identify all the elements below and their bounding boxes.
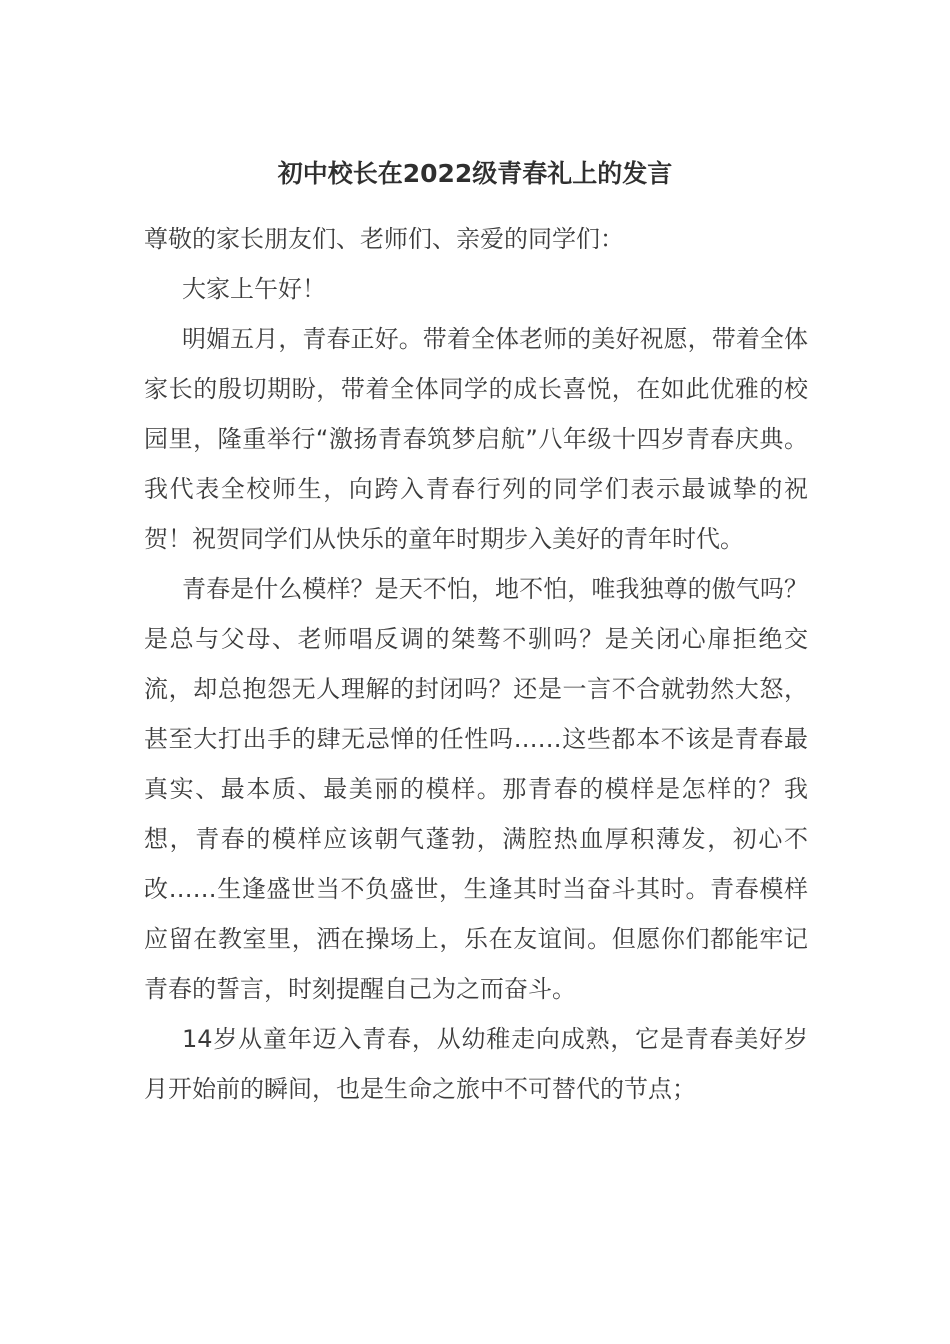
document-body — [144, 214, 808, 1114]
body-paragraph: 青春是什么模样？是天不怕，地不怕，唯我独尊的傲气吗？是总与父母、老师唱反调的桀骜不驯吗？是关闭心扉拒绝交流，却总抱怨无人理解的封闭吗？还是一言不合就勃然大怒，甚至大打出手的肆无忌惮的任性吗……这些都本不该是青春最真实、最本质、最美丽的模样。那青春的模样是怎样的？我想，青春的模样应该朝气蓬勃，满腔热血厚积薄发，初心不改……生逢盛世当不负盛世，生逢其时当奋斗其时。青春模样应留在教室里，洒在操场上，乐在友谊间。但愿你们都能牢记青春的誓言，时刻提醒自己为之而奋斗。 — [144, 575, 808, 1003]
salutation-paragraph: 尊敬的家长朋友们、老师们、亲爱的同学们： — [144, 225, 624, 253]
document-title: 初中校长在2022级青春礼上的发言 — [277, 159, 673, 188]
body-paragraph: 14岁从童年迈入青春，从幼稚走向成熟，它是青春美好岁月开始前的瞬间，也是生命之旅中不可替代的节点； — [144, 1025, 808, 1103]
greeting-paragraph: 大家上午好！ — [182, 275, 326, 303]
body-paragraph: 明媚五月，青春正好。带着全体老师的美好祝愿，带着全体家长的殷切期盼，带着全体同学的成长喜悦，在如此优雅的校园里，隆重举行“激扬青春筑梦启航”八年级十四岁青春庆典。我代表全校师生，向跨入青春行列的同学们表示最诚挚的祝贺！祝贺同学们从快乐的童年时期步入美好的青年时代。 — [144, 325, 808, 553]
